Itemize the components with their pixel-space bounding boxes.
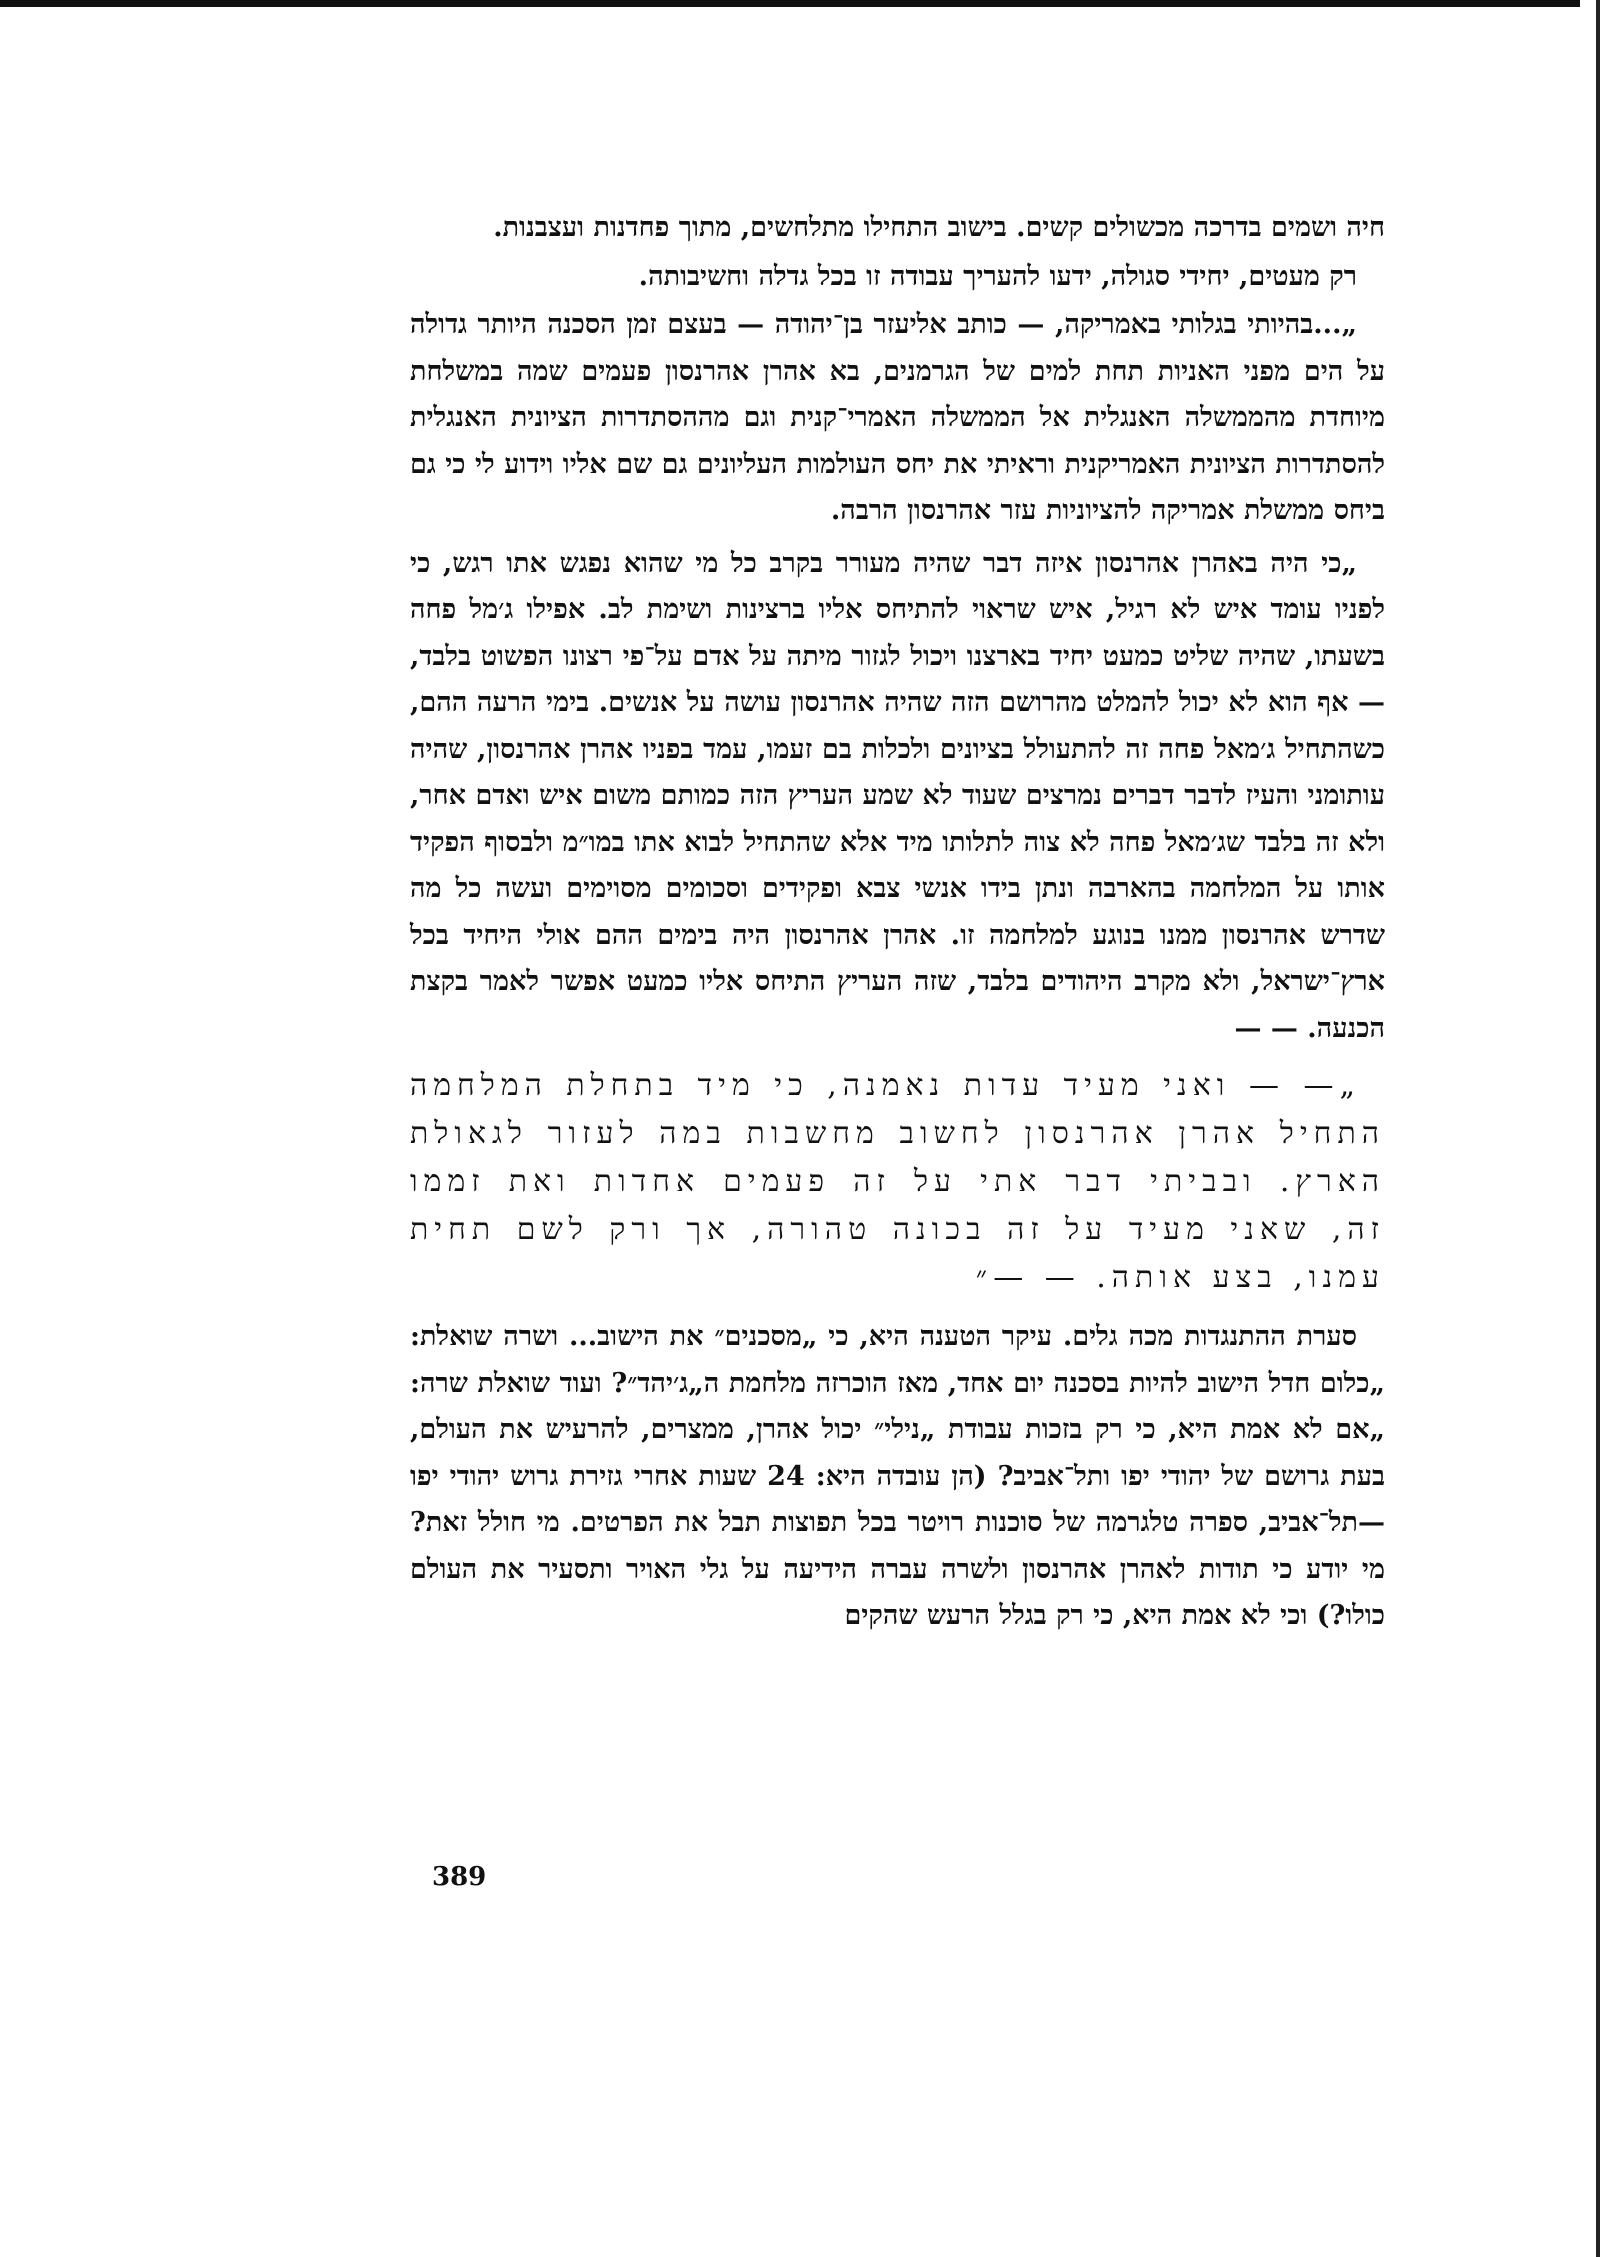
quoted-paragraph: „— — ואני מעיד עדות נאמנה, כי מיד בתחלת המלחמה התחיל אהרן אהרנסון לחשוב מחשבות במה לעזור לגאולת הארץ. ובביתי דבר אתי על זה פעמים אחדות ואת זממו זה, שאני מעיד על זה בכונה טהורה, אך ורק לשם תחית עמנו, בצע אותה. — —״ <box>410 1068 1385 1295</box>
scan-right-border <box>1596 0 1600 2257</box>
paragraph-6: סערת ההתנגדות מכה גלים. עיקר הטענה היא, כי „מסכנים״ את הישוב... ושרה שואלת: „כלום חדל הישוב להיות בסכנה יום אחד, מאז הוכרזה מלחמת ה„ג׳יהד״? ועוד שואלת שרה: „אם לא אמת היא, כי רק בזכות עבודת „נילי״ יכול אהרן, ממצרים, להרעיש את העולם, בעת גרושם של יהודי יפו ותל־אביב? (הן עובדה היא: 24 שעות אחרי גזירת גרוש יהודי יפו—תל־אביב, ספרה טלגרמה של סוכנות רויטר בכל תפוצות תבל את הפרטים. מי חולל זאת? מי יודע כי תודות לאהרן אהרנסון ולשרה עברה הידיעה על גלי האויר ותסעיר את העולם כולו?) וכי לא אמת היא, כי רק בגלל הרעש שהקים <box>410 1321 1385 1631</box>
paragraph-2: רק מעטים, יחידי סגולה, ידעו להעריך עבודה זו בכל גדלה וחשיבותה. <box>638 260 1357 292</box>
paragraph-1: חיה ושמים בדרכה מכשולים קשים. בישוב התחילו מתלחשים, מתוך פחדנות ועצבנות. <box>493 212 1385 243</box>
paragraph-3: „...בהיותי בגלותי באמריקה, — כותב אליעזר בן־יהודה — בעצם זמן הסכנה היותר גדולה על הים מפני האניות תחת למים של הגרמנים, בא אהרן אהרנסון פעמים שמה במשלחת מיוחדת מהממשלה האנגלית אל הממשלה האמרי־קנית וגם מההסתדרות הציונית האנגלית להסתדרות הציונית האמריקנית וראיתי את יחס העולמות העליונים גם שם אליו וידוע לי כי גם ביחס ממשלת אמריקה להציוניות עזר אהרנסון הרבה. <box>410 309 1385 526</box>
page-number: 389 <box>432 1862 487 1892</box>
page-body <box>410 205 1385 1642</box>
scan-top-border <box>0 0 1580 7</box>
paragraph-4: „כי היה באהרן אהרנסון איזה דבר שהיה מעורר בקרב כל מי שהוא נפגש אתו רגש, כי לפניו עומד איש לא רגיל, איש שראוי להתיחס אליו ברצינות ושימת לב. אפילו ג׳מל פחה בשעתו, שהיה שליט כמעט יחיד בארצנו ויכול לגזור מיתה על אדם על־פי רצונו הפשוט בלבד, — אף הוא לא יכול להמלט מהרושם הזה שהיה אהרנסון עושה על אנשים. בימי הרעה ההם, כשהתחיל ג׳מאל פחה זה להתעולל בציונים ולכלות בם זעמו, עמד בפניו אהרן אהרנסון, שהיה עותומני והעיז לדבר דברים נמרצים שעוד לא שמע העריץ הזה כמותם משום איש ואדם אחר, ולא זה בלבד שג׳מאל פחה לא צוה לתלותו מיד אלא שהתחיל לבוא אתו במו״מ ולבסוף הפקיד אותו על המלחמה בהארבה ונתן בידו אנשי צבא ופקידים וסכומים מסוימים ועשה כל מה שדרש אהרנסון ממנו בנוגע למלחמה זו. אהרן אהרנסון היה בימים ההם אולי היחיד בכל ארץ־ישראל, ולא מקרב היהודים בלבד, שזה העריץ התיחס אליו כמעט אפשר לאמר בקצת הכנעה. — — <box>410 547 1385 1044</box>
